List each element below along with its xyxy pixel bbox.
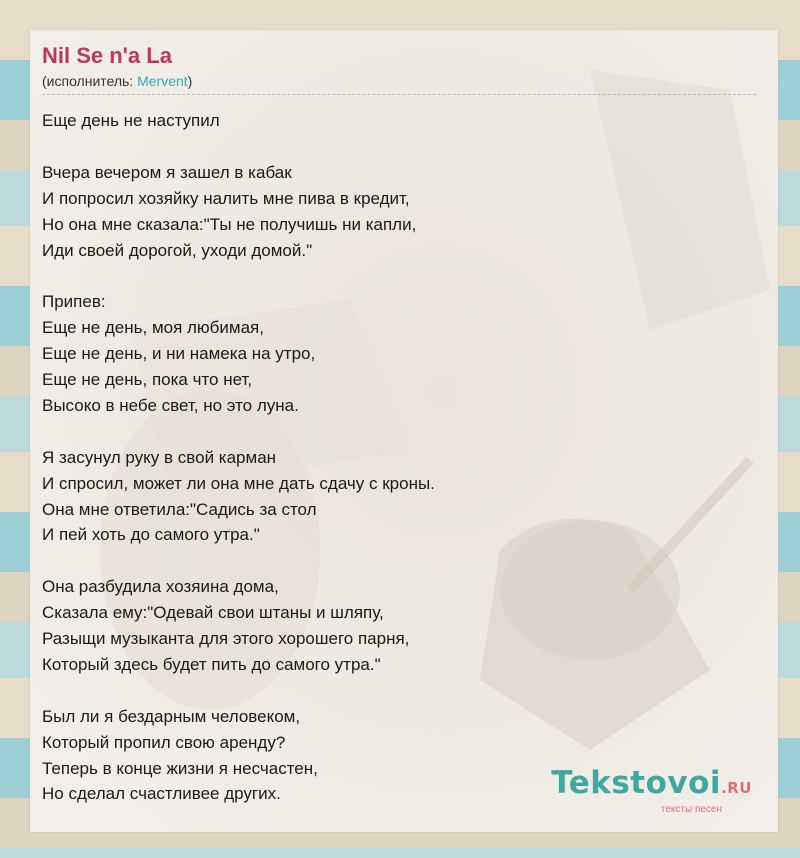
stanza: [42, 574, 756, 678]
lyric-line: Разыщи музыканта для этого хорошего парня,: [42, 629, 410, 649]
lyric-line: Она разбудила хозяина дома,: [42, 577, 279, 597]
lyric-line: И попросил хозяйку налить мне пива в кредит,: [42, 188, 410, 208]
lyric-line: Но она мне сказала:"Ты не получишь ни капли,: [42, 214, 417, 234]
lyric-line: Еще не день, моя любимая,: [42, 318, 264, 338]
artist-link[interactable]: Mervent: [137, 73, 188, 89]
lyric-line: Она мне ответила:"Садись за стол: [42, 499, 317, 519]
song-title: Nil Se n'a La: [42, 43, 172, 68]
lyric-line: Я засунул руку в свой карман: [42, 447, 277, 467]
stanza: [42, 445, 756, 549]
byline-prefix: (исполнитель:: [42, 73, 138, 89]
lyrics-card: [30, 30, 778, 832]
logo-wordmark: [551, 767, 752, 804]
lyric-line: И пей хоть до самого утра.": [42, 525, 260, 545]
lyric-line: Был ли я бездарным человеком,: [42, 706, 301, 726]
lyric-line: Который пропил свою аренду?: [42, 732, 286, 752]
lyrics-content: [42, 42, 756, 807]
lyric-line: Припев:: [42, 292, 106, 312]
lyric-line: Еще не день, пока что нет,: [42, 370, 253, 390]
logo-tld: .RU: [721, 779, 752, 797]
logo-brand: Tekstovoi: [551, 765, 722, 801]
artist-byline: [42, 71, 756, 91]
lyric-line: И спросил, может ли она мне дать сдачу с кроны.: [42, 473, 435, 493]
lyric-line: Еще день не наступил: [42, 111, 220, 130]
site-logo: [551, 767, 752, 816]
dashed-divider: [42, 94, 756, 95]
lyric-line: Теперь в конце жизни я несчастен,: [42, 758, 318, 778]
lyric-line: Высоко в небе свет, но это луна.: [42, 395, 299, 415]
lyric-line: Вчера вечером я зашел в кабак: [42, 162, 292, 182]
lyric-line: Который здесь будет пить до самого утра.": [42, 654, 381, 674]
byline-suffix: ): [187, 73, 193, 89]
lyric-line: Еще не день, и ни намека на утро,: [42, 344, 316, 364]
lyric-line: Но сделал счастливее других.: [42, 784, 281, 804]
lyric-line: Иди своей дорогой, уходи домой.": [42, 240, 313, 260]
logo-tagline: тексты песен: [660, 804, 722, 815]
stanza: [42, 108, 756, 134]
stanza: [42, 289, 756, 419]
lyrics-text: [42, 108, 756, 807]
lyric-line: Сказала ему:"Одевай свои штаны и шляпу,: [42, 603, 384, 623]
stanza: [42, 160, 756, 264]
